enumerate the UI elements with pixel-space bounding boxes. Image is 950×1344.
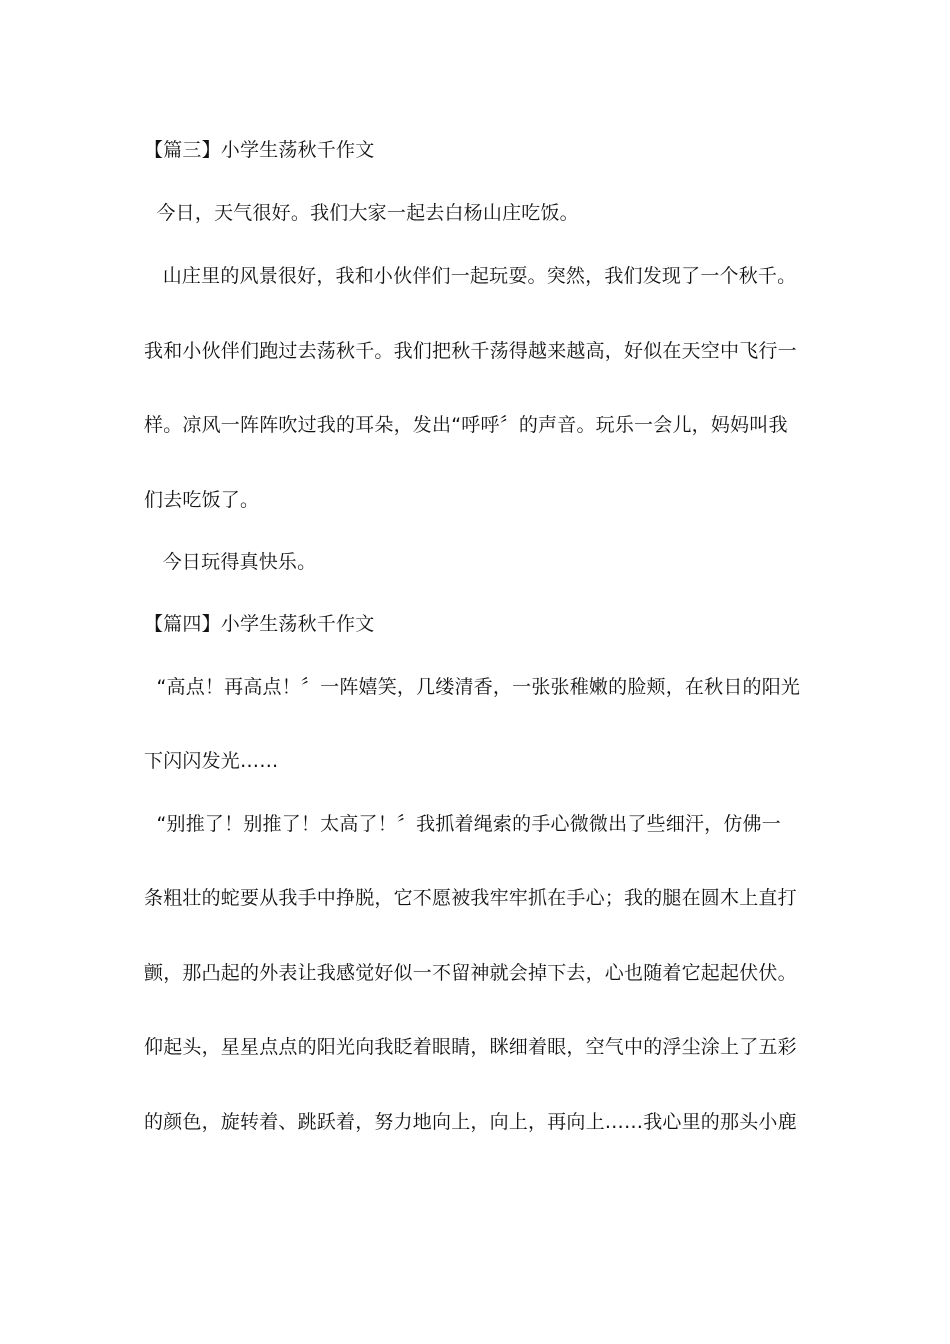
paragraph-line: 条粗壮的蛇要从我手中挣脱，它不愿被我牢牢抓在手心；我的腿在圆木上直打	[144, 887, 797, 909]
paragraph-line: 样。凉风一阵阵吹过我的耳朵，发出“呼呼〞的声音。玩乐一会儿，妈妈叫我	[144, 414, 788, 436]
paragraph-line: “高点！再高点！〞一阵嬉笑，几缕清香，一张张稚嫩的脸颊，在秋日的阳光	[144, 676, 801, 698]
heading-part-three: 【篇三】小学生荡秋千作文	[144, 139, 375, 161]
paragraph-line: 山庄里的风景很好，我和小伙伴们一起玩耍。突然，我们发现了一个秋千。	[144, 265, 797, 287]
paragraph-line: 下闪闪发光……	[144, 750, 279, 772]
paragraph-line: 颤，那凸起的外表让我感觉好似一不留神就会掉下去，心也随着它起起伏伏。	[144, 962, 797, 984]
heading-part-four: 【篇四】小学生荡秋千作文	[144, 613, 375, 635]
paragraph-line: 我和小伙伴们跑过去荡秋千。我们把秋千荡得越来越高，好似在天空中飞行一	[144, 340, 797, 362]
paragraph-line: 仰起头，星星点点的阳光向我眨着眼睛，眯细着眼，空气中的浮尘涂上了五彩	[144, 1036, 797, 1058]
paragraph-line: 今日，天气很好。我们大家一起去白杨山庄吃饭。	[144, 202, 579, 224]
paragraph-line: 的颜色，旋转着、跳跃着，努力地向上，向上，再向上……我心里的那头小鹿	[144, 1111, 797, 1133]
paragraph-line: 今日玩得真快乐。	[144, 551, 317, 573]
paragraph-line: “别推了！别推了！太高了！〞我抓着绳索的手心微微出了些细汗，仿佛一	[144, 813, 781, 835]
paragraph-line: 们去吃饭了。	[144, 489, 260, 511]
